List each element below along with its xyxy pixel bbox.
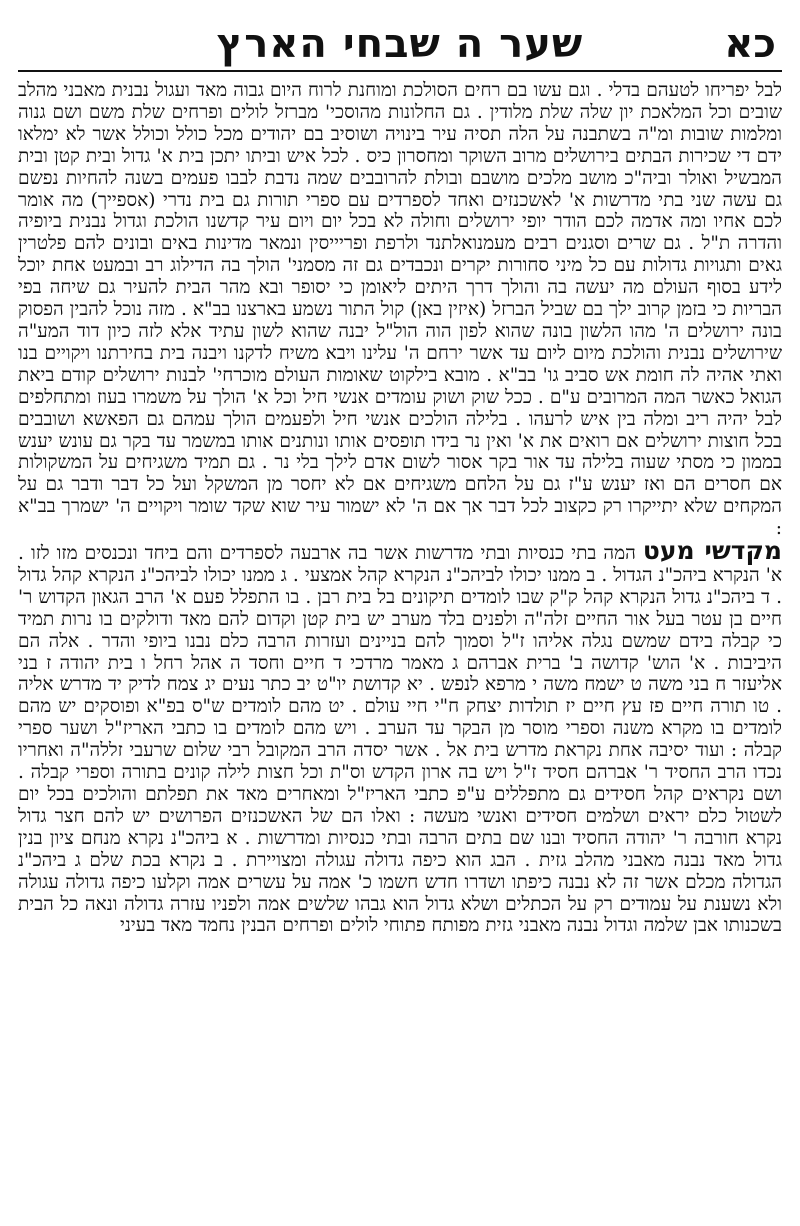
section-title: מקדשי מעט (642, 536, 782, 566)
page-number: כא (724, 21, 776, 67)
paragraph-text: המה בתי כנסיות ובתי מדרשות אשר בה ארבעה לספרדים והם ביחד ונכנסים מזו לזו . א' הנקרא ביהכ"נ הגדול . ב ממנו יכולו לביהכ"נ הנקרא קהל אמצעי . ג ממנו יכולו לביהכ"נ הנקרא קהל גדול . ד ביהכ"נ גדול הנקרא קהל ק"ק שבו לומדים תיקונים בל בית רבן . בו התפלל פעם א' הרב הגאון הקדוש ר' חיים בן עטר בעל אור החיים זלה"ה ולפנים בלד מערב יש בית קטן וקדום להם מאד ודולקים בו נרות תמיד כי קבלה בידם שמשם נגלה אליהו ז"ל וסמוך להם בניינים ועזרות הרבה כלם נבנו ביופי והדר . אלה הם היביבות . א' הוש' קדושה ב' ברית אברהם ג מאמר מרדכי ד חיים וחסד ה אהל רחל ו בית יהודה ז בני אליעזר ח בני משה ט ישמח משה י מרפא לנפש . יא קדושת יו"ט יב כתר נעים יג צמח לדיק יד מדרש אליה . טו תורה חיים פז עץ חיים יז תולדות יצחק ח"י חיי עולם . יט מהם לומדים ש"ס בפ"א ופוסקים יש מהם לומדים בו מקרא משנה וספרי מוסר מן הבקר עד הערב . ויש מהם לומדים בו כתבי האריז"ל ושער ספרי קבלה : ועוד יסיבה אחת נקראת מדרש בית אל . אשר יסדה הרב המקובל רבי שלום שרעבי זללה"ה ואחריו נכדו הרב החסיד ר' אברהם חסיד ז"ל ויש בה ארון הקדש וס"ת וכל חצות לילה קונים בתורה וספרי קבלה . ושם נקראים קהל חסידים גם מתפללים ע"פ כתבי האריז"ל ומאחרים מאד את תפלתם והולכים בכל יום לשטול כלם יראים ושלמים חסידים ואנשי מעשה : ואלו הם של האשכנזים הפרושים יש להם חצר גדול נקרא חורבה ר' יהודה החסיד ובנו שם בתים הרבה ובתי כנסיות ומדרשות . א ביהכ"נ נקרא מנחם ציון בנין גדול מאד נבנה מאבני מהלב גזית . הבג הוא כיפה גדולה עגולה ומצויירת . ב נקרא בכת שלם ג ביהכ"נ הגדולה מכלם אשר זה לא נבנה כיפתו ושדרו חדש חשמו כ' אמה על עשרים אמה וקלעו כיפה גדולה עגולה ולא נשענת על עמודים רק על הכתלים ושלא גדול הוא גבהו שלשים אמה ולפניו עזרה גדולה ונאה כל הבית בשכנותו אבן שלמה וגדול נבנה מאבני גזית מפותח פתוחי לולים ופרחים הבנין נחמד מאד בעיני (18, 543, 782, 937)
paragraph: לבל יפריחו לטעהם בדלי . וגם עשו בם רחים הסולכת ומוחנת לרוח היום גבוה מאד ועגול נבנית מאבני מהלב שובים וכל המלאכת יון שלה שלת מלודין . גם החלונות מהוסכי' מברזל לולים ופרחים שלת משם ושם גנוה ומלמות שובות ומ"ה בשתבנה על הלה תסיה עיר בינויה ושוסיב בם יהודים מכל כולל וכולל אשר לא ימלאו ידם די שכירות הבתים בירושלים מרוב השוקר ומחסרון כיס . לכל איש וביתו יתכן בית א' גדול ובית קטן ובית המבשיל ואולר וביה"כ מושב מלכים מושבם ובולת להרובבים שמה נדבת לבבו פעמים בשנה להחיות נפשם גם עשה שני בתי מדרשות א' לאשכנזים ואחד לספרדים עם ספרי תורות גם בית נדרי (אספייך) מה אומר לכם אחיו ומה אדמה לכם הודר יופי ירושלים וחולה לא בכל יום ויום עיר קדשנו הולכת וגדול נבנית ביופיה והדרה ת"ל . גם שרים וסגנים רבים מעמנואלתנד ולרפת ופריייסין ונמאר מדינות באים ובונים להם פלטרין גאים ותגויות גדולות עם כל מיני סחורות יקרים ונכבדים גם זה מסמני' הולך בה הדילוג רב ובמעט אחת יוכל לידע בסוף העולם מה יעשה בה והולך דרך היתים ליאומן כי יסופר ובא מהר הבית להעיר גם שיחה בפי הבריות כי בזמן קרוב ילך בם שביל הברזל (איזין באן) קול התור נשמע בארצנו בב"א . מזה נוכל להבין הפסוק בונה ירושלים ה' מהו הלשון בונה שהוא לפון הוה הול"ל יבנה שהוא לשון עתיד אלא לזה כיון דוד המע"ה שירושלים נבנית והולכת מיום ליום עד אשר ירחם ה' עלינו ויבא משיח לדקנו ויבנה בית בחירתנו ויקויים בנו ואתי אהיה לה חומת אש סביב גו' בב"א . מובא בילקוט שאומות העולם מוכרחי' לבנות ירושלים קודם ביאת הגואל כאשר המה המרובים ע"ם . ככל שוק ושוק עומדים אנשי חיל וכל א' הולך על משמרו בעוז ומתחלפים לבל יהיה ריב ומלה בין איש לרעהו . בלילה הולכים אנשי חיל ולפעמים הולך עמהם גם הפאשא ושובבים בכל חוצות ירושלים אם רואים את א' ואין נר בידו תופסים אותו ונותנים אותו במשמר עד בקר גם עונש יענש בממון כי מסתי שעוה בלילה עד אור בקר אסור לשום אדם לילך בלי נר . גם תמיד משגיחים על המשקולות אם חסרים הם ואז יענש ע"ז גם על הלחם משגיחים אם לא יחסר מן המשקל ועל כל דבר ודבר גם על המקחים שלא יתייקרו רק כקצוב לכל דבר אך אם ה' לא ישמור עיר שוא שקד שומר ויקויים ה' ישמרך בב"א : (18, 80, 783, 540)
body-text (18, 80, 782, 937)
paragraph (18, 536, 782, 937)
running-head (18, 18, 782, 72)
page-title: שער ה שבחי הארץ (216, 21, 584, 67)
